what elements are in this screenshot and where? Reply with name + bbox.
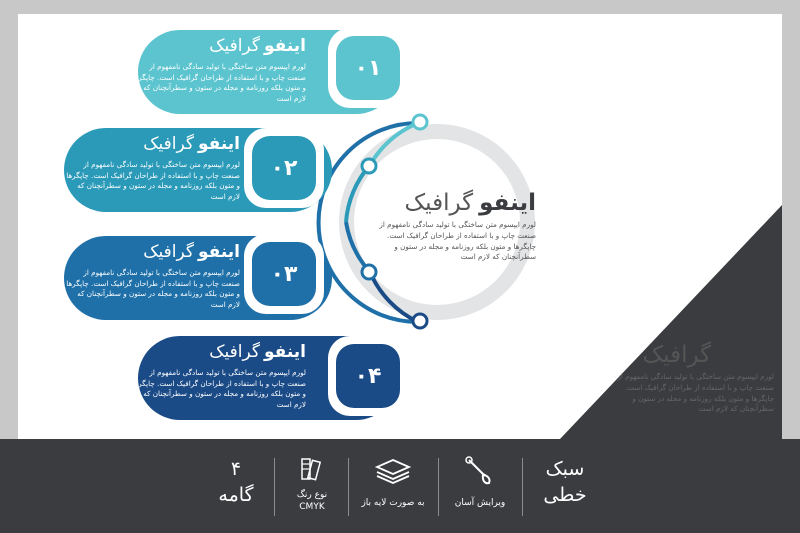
- timeline-dot-4: [413, 314, 427, 328]
- step-4-body: لورم ایپسوم متن ساختگی با تولید سادگی نامفهوم از صنعت چاپ و با استفاده از طراحان گرافیک است. چاپگرها و متون بلکه روزنامه و مجله در ستون و سطرآنچنان که لازم است: [132, 368, 306, 409]
- step-4-title: اینفوگرافیک: [209, 342, 306, 362]
- center-body: لورم ایپسوم متن ساختگی با تولید سادگی نامفهوم از صنعت چاپ و با استفاده از طراحان گرافیک است. چاپگرها و متون بلکه روزنامه و مجله در ستون و سطرآنچنان که لازم است: [379, 220, 536, 262]
- step-badge-4: [328, 336, 408, 416]
- feature-easy-edit: ویرایش آسان: [440, 456, 520, 508]
- step-2-body: لورم ایپسوم متن ساختگی با تولید سادگی نامفهوم از صنعت چاپ و با استفاده از طراحان گرافیک است. چاپگرها و متون بلکه روزنامه و مجله در ستون و سطرآنچنان که لازم است: [66, 160, 240, 201]
- side-text-block: [598, 342, 774, 415]
- step-badge-1: [328, 28, 408, 108]
- timeline-dot-1: [413, 115, 427, 129]
- layers-icon: [373, 456, 413, 486]
- timeline-dot-2: [362, 159, 376, 173]
- step-number-2: ۰۲: [270, 155, 298, 181]
- step-3-title: اینفوگرافیک: [143, 242, 240, 262]
- feature-color-mode: نوع رنگ CMYK: [280, 456, 344, 512]
- step-number-4: ۰۴: [354, 363, 382, 389]
- footer-divider: [348, 458, 349, 516]
- steps-count: ۴ گامه: [218, 458, 254, 506]
- style-label: سبک خطی: [543, 458, 587, 506]
- step-1-title: اینفوگرافیک: [209, 36, 306, 56]
- step-badge-2: [244, 128, 324, 208]
- step-3-body: لورم ایپسوم متن ساختگی با تولید سادگی نامفهوم از صنعت چاپ و با استفاده از طراحان گرافیک است. چاپگرها و متون بلکه روزنامه و مجله در ستون و سطرآنچنان که لازم است: [66, 268, 240, 309]
- brush-icon: [463, 456, 497, 486]
- step-2-title: اینفوگرافیک: [143, 134, 240, 154]
- footer-divider: [274, 458, 275, 516]
- step-number-3: ۰۳: [270, 261, 298, 287]
- timeline-dot-3: [362, 265, 376, 279]
- footer-divider: [438, 458, 439, 516]
- center-title: اینفوگرافیک: [404, 190, 536, 216]
- step-1-body: لورم ایپسوم متن ساختگی با تولید سادگی نامفهوم از صنعت چاپ و با استفاده از طراحان گرافیک است. چاپگرها و متون بلکه روزنامه و مجله در ستون و سطرآنچنان که لازم است: [132, 62, 306, 103]
- footer-divider: [522, 458, 523, 516]
- feature-layers: به صورت لایه باز: [350, 456, 436, 508]
- step-badge-3: [244, 234, 324, 314]
- step-number-1: ۰۱: [354, 55, 382, 81]
- side-title: اینفوگرافیک: [642, 342, 774, 368]
- center-text-block: [360, 190, 536, 263]
- color-swatch-icon: [298, 456, 326, 482]
- side-body: لورم ایپسوم متن ساختگی با تولید سادگی نامفهوم از صنعت چاپ و با استفاده از طراحان گرافیک است. چاپگرها و متون بلکه روزنامه و مجله در ستون و سطرآنچنان که لازم است: [617, 372, 774, 414]
